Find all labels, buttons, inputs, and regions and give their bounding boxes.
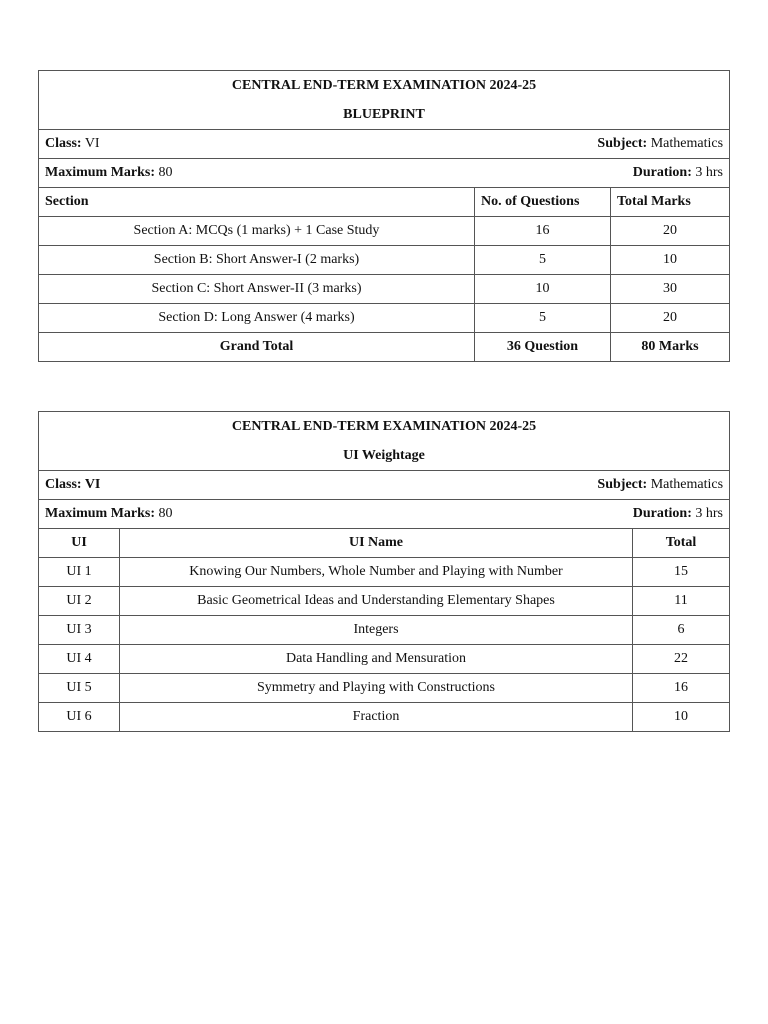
ui-total: 11 — [633, 587, 730, 616]
blueprint-table — [38, 70, 730, 362]
section-marks: 20 — [611, 217, 730, 246]
ui-name: Fraction — [120, 703, 633, 732]
ui-id: UI 3 — [39, 616, 120, 645]
total-marks: 80 Marks — [611, 333, 730, 362]
ui-id: UI 5 — [39, 674, 120, 703]
blueprint-title-cell — [39, 71, 730, 130]
subject-info: Subject: Mathematics — [597, 136, 724, 151]
ui-id: UI 1 — [39, 558, 120, 587]
weightage-marks-row — [39, 500, 730, 529]
ui-total: 16 — [633, 674, 730, 703]
blueprint-heading: BLUEPRINT — [343, 107, 425, 122]
ui-total: 15 — [633, 558, 730, 587]
ui-name: Symmetry and Playing with Constructions — [120, 674, 633, 703]
duration-info: Duration: 3 hrs — [632, 165, 724, 180]
ui-total: 22 — [633, 645, 730, 674]
weightage-title-cell — [39, 412, 730, 471]
ui-total: 10 — [633, 703, 730, 732]
table-row — [39, 217, 730, 246]
blueprint-class-row — [39, 130, 730, 159]
table-row — [39, 246, 730, 275]
grand-total-label: Grand Total — [39, 333, 475, 362]
table-row — [39, 304, 730, 333]
ui-name: Data Handling and Mensuration — [120, 645, 633, 674]
column-header: Total — [633, 529, 730, 558]
column-header: Total Marks — [611, 188, 730, 217]
exam-title: CENTRAL END-TERM EXAMINATION 2024-25 — [231, 419, 537, 434]
blueprint-marks-row — [39, 159, 730, 188]
duration-info: Duration: 3 hrs — [632, 506, 724, 521]
ui-name: Integers — [120, 616, 633, 645]
section-name: Section B: Short Answer-I (2 marks) — [39, 246, 475, 275]
max-marks-info: Maximum Marks: 80 — [45, 506, 173, 521]
section-name: Section D: Long Answer (4 marks) — [39, 304, 475, 333]
blueprint-header-row — [39, 188, 730, 217]
column-header: No. of Questions — [475, 188, 611, 217]
blueprint-title-row — [39, 71, 730, 130]
ui-id: UI 6 — [39, 703, 120, 732]
weightage-title-row — [39, 412, 730, 471]
section-marks: 10 — [611, 246, 730, 275]
class-info: Class: VI — [45, 136, 100, 151]
weightage-class-row — [39, 471, 730, 500]
ui-id: UI 2 — [39, 587, 120, 616]
question-count: 5 — [475, 304, 611, 333]
question-count: 16 — [475, 217, 611, 246]
table-row — [39, 703, 730, 732]
ui-weightage-table — [38, 411, 730, 732]
grand-total-row — [39, 333, 730, 362]
table-row — [39, 674, 730, 703]
section-name: Section C: Short Answer-II (3 marks) — [39, 275, 475, 304]
table-row — [39, 558, 730, 587]
ui-name: Basic Geometrical Ideas and Understanding Elementary Shapes — [120, 587, 633, 616]
ui-id: UI 4 — [39, 645, 120, 674]
exam-title: CENTRAL END-TERM EXAMINATION 2024-25 — [231, 78, 537, 93]
table-row — [39, 275, 730, 304]
column-header: Section — [39, 188, 475, 217]
weightage-heading: UI Weightage — [343, 448, 425, 463]
column-header: UI — [39, 529, 120, 558]
max-marks-info: Maximum Marks: 80 — [45, 165, 173, 180]
subject-info: Subject: Mathematics — [597, 477, 724, 492]
question-count: 5 — [475, 246, 611, 275]
class-info: Class: VI — [45, 477, 101, 492]
question-count: 10 — [475, 275, 611, 304]
section-marks: 20 — [611, 304, 730, 333]
column-header: UI Name — [120, 529, 633, 558]
ui-total: 6 — [633, 616, 730, 645]
section-name: Section A: MCQs (1 marks) + 1 Case Study — [39, 217, 475, 246]
table-row — [39, 616, 730, 645]
weightage-header-row — [39, 529, 730, 558]
ui-name: Knowing Our Numbers, Whole Number and Playing with Number — [120, 558, 633, 587]
table-row — [39, 587, 730, 616]
section-marks: 30 — [611, 275, 730, 304]
table-row — [39, 645, 730, 674]
total-questions: 36 Question — [475, 333, 611, 362]
